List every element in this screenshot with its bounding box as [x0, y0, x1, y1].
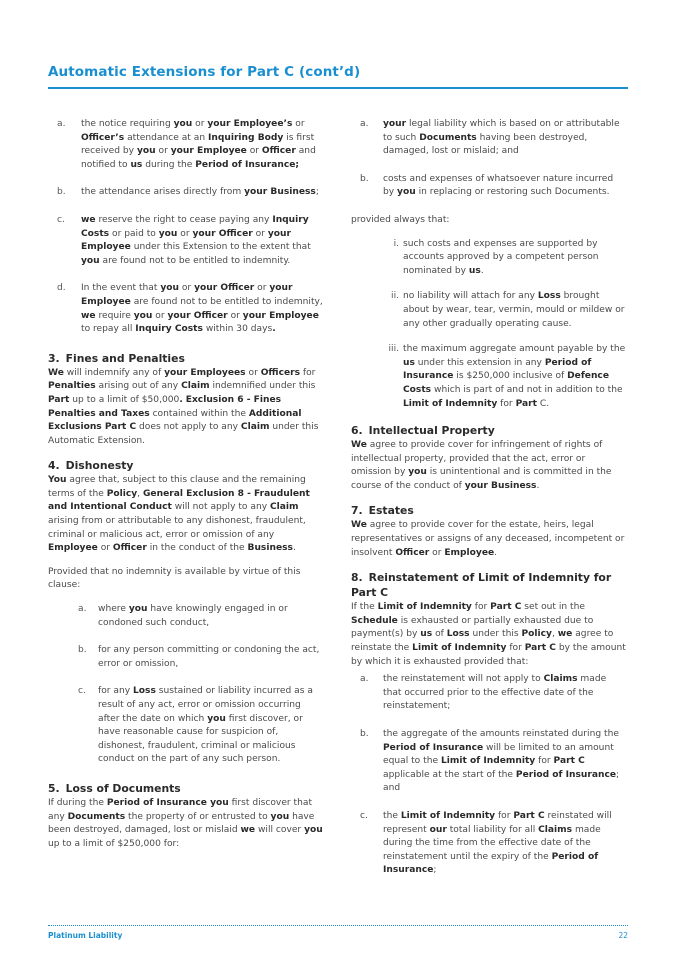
list-item: b. for any person committing or condoning the act, error or omission,	[78, 645, 320, 669]
footer-document-name: Platinum Liability	[48, 931, 123, 940]
section-fines-and-penalties: 3. Fines and Penalties We will indemnify any of your Employees or Officers for Penalties arising out of any Claim indemnified under this Part up to a limit of $50,000. Exclusion 6 - Fines Penalties and Taxes contained within the Additional Exclusions Part C does not apply to any Claim under this Automatic Extension.	[48, 351, 323, 449]
list-item: a. the reinstatement will not apply to Claims made that occurred prior to the effective date of the reinstatement;	[360, 674, 607, 712]
list-item: c. the Limit of Indemnity for Part C reinstated will represent our total liability for all Claims made during the time from the effective date of the reinstatement until the expiry of the Period of Insurance;	[360, 810, 612, 876]
section-heading: 4. Dishonesty	[48, 459, 134, 473]
section-dishonesty: 4. Dishonesty You agree that, subject to this clause and the remaining terms of the Policy, General Exclusion 8 - Fraudulent and Intentional Conduct will not apply to any Claim arising from or attributable to any dishonest, fraudulent, criminal or malicious act, error or omission of any Employee or Officer in the conduct of the Business. Provided that no indemnity is available by virtue of this clause: a. where you have knowingly engaged in or condoned such conduct, b. for any person committing or condoning the act, error or omission, c. for any Loss sustained or liability incurred as a result of any act, error or omission occurring after the date on which you first discover, or have reasonable cause for suspicion of, dishonest, fraudulent, criminal or malicious conduct on the part of any such person.	[48, 458, 323, 767]
page-number: 22	[618, 931, 628, 940]
section-loss-of-documents: 5. Loss of Documents If during the Period of Insurance you first discover that any Documents the property of or entrusted to you have been destroyed, damaged, lost or mislaid we will cover you up to a limit of $250,000 for:	[48, 781, 323, 849]
list-item: c. for any Loss sustained or liability incurred as a result of any act, error or omission occurring after the date on which you first discover, or have reasonable cause for suspicion of, dishonest, fraudulent, criminal or malicious conduct on the part of any such person.	[78, 686, 313, 765]
list-item: i. such costs and expenses are supported by accounts approved by a competent person nominated by us.	[393, 238, 599, 276]
right-column: a. your legal liability which is based on or attributable to such Documents having been destroyed, damaged, lost or mislaid; and b. costs and expenses of whatsoever nature incurred by you in replacing or restoring such Documents. provided always that: i. such costs and expenses are supported by accounts approved by a competent person nominated by us. ii. no liability will attach for any Loss brought about by wear, tear, vermin, mould or mildew or any other gradually operating cause. iii. the maximum aggregate amount payable by the us under this extension in any Period of Insurance is $250,000 inclusive of Defence Costs which is part of and not in addition to the Limit of Indemnity for Part C. 6. Intellectual Property We agree to provide cover for infringement of rights of intellectual property, provided that the act, error or omission by you is unintentional and is committed in the course of the conduct of your Business. 7. Estates We agree to provide cover for the estate, heirs, legal representatives or assigns of any deceased, incompetent or insolvent Officer or Employee. 8. Reinstatement of Limit of Indemnity for Part C If the Limit of Indemnity for Part C set out in the Schedule is exhausted or partially exhausted due to payment(s) by us of Loss under this Policy, we agree to reinstate the Limit of Indemnity for Part C by the amount by which it is exhausted provided that: a. the reinstatement will not apply to Claims made that occurred prior to the effective date of the reinstatement; b. the aggregate of the amounts reinstated during the Period of Insurance will be limited to an amount equal to the Limit of Indemnity for Part C applicable at the start of the Period of Insurance; and c. the Limit of Indemnity for Part C reinstated will represent our total liability for all Claims made during the time from the effective date of the reinstatement until the expiry of the Period of Insurance;	[351, 118, 626, 892]
list-item: b. costs and expenses of whatsoever nature incurred by you in replacing or restoring such Documents.	[360, 173, 614, 198]
left-column	[48, 118, 323, 861]
list-item: a. the notice requiring you or your Employee’s or Officer’s attendance at an Inquiring Body is first received by you or your Employee or Officer and notified to us during the Period of Insurance;	[57, 119, 316, 170]
list-item: a. where you have knowingly engaged in or condoned such conduct,	[78, 604, 288, 628]
footer-divider	[48, 925, 628, 926]
section-heading: 7. Estates	[351, 504, 414, 518]
list-item: c. we reserve the right to cease paying any Inquiry Costs or paid to you or your Officer or your Employee under this Extension to the extent that you are found not to be entitled to indemnity.	[57, 214, 311, 266]
section-heading: 3. Fines and Penalties	[48, 351, 185, 365]
section-heading: 8. Reinstatement of Limit of Indemnity for Part C	[351, 571, 612, 600]
section-estates: 7. Estates We agree to provide cover for the estate, heirs, legal representatives or assigns of any deceased, incompetent or insolvent Officer or Employee.	[351, 504, 625, 558]
list-item: ii. no liability will attach for any Loss brought about by wear, tear, vermin, mould or mildew or any other gradually operating cause.	[391, 291, 625, 329]
section-heading: 6. Intellectual Property	[351, 424, 495, 438]
list-item: b. the aggregate of the amounts reinstated during the Period of Insurance will be limited to an amount equal to the Limit of Indemnity for Part C applicable at the start of the Period of Insurance; and	[360, 729, 620, 794]
list-item: d. In the event that you or your Officer or your Employee are found not to be entitled to indemnity, we require you or your Officer or your Employee to repay all Inquiry Costs within 30 days.	[57, 283, 323, 335]
section-heading: 5. Loss of Documents	[48, 781, 181, 795]
list-item: iii. the maximum aggregate amount payable by the us under this extension in any Period of Insurance is $250,000 inclusive of Defence Costs which is part of and not in addition to the Limit of Indemnity for Part C.	[388, 344, 626, 409]
header-divider	[48, 87, 628, 89]
page-header-title: Automatic Extensions for Part C (cont’d)	[48, 64, 361, 80]
section-reinstatement: 8. Reinstatement of Limit of Indemnity for Part C If the Limit of Indemnity for Part C set out in the Schedule is exhausted or partially exhausted due to payment(s) by us of Loss under this Policy, we agree to reinstate the Limit of Indemnity for Part C by the amount by which it is exhausted provided that: a. the reinstatement will not apply to Claims made that occurred prior to the effective date of the reinstatement; b. the aggregate of the amounts reinstated during the Period of Insurance will be limited to an amount equal to the Limit of Indemnity for Part C applicable at the start of the Period of Insurance; and c. the Limit of Indemnity for Part C reinstated will represent our total liability for all Claims made during the time from the effective date of the reinstatement until the expiry of the Period of Insurance;	[351, 570, 626, 878]
section-intellectual-property: 6. Intellectual Property We agree to provide cover for infringement of rights of intellectual property, provided that the act, error or omission by you is unintentional and is committed in the course of the conduct of your Business.	[351, 423, 626, 493]
list-item: a. your legal liability which is based on or attributable to such Documents having been destroyed, damaged, lost or mislaid; and	[360, 119, 620, 157]
list-item: b. the attendance arises directly from your Business;	[57, 187, 319, 198]
